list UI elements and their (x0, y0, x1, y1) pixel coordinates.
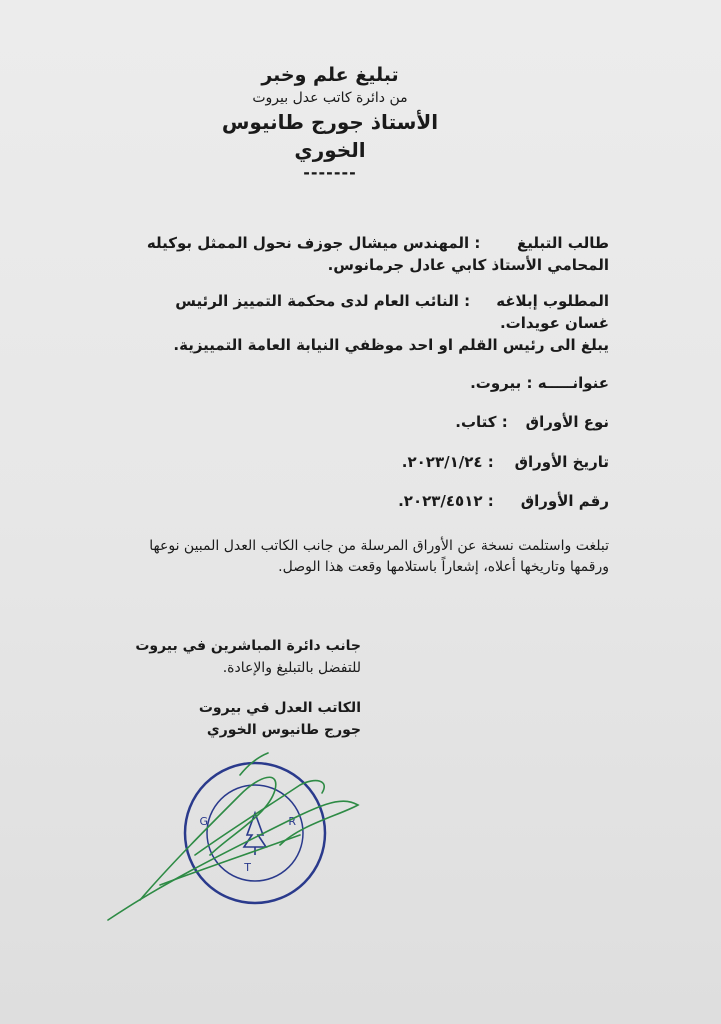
field-value: : ٢٠٢٣/١/٢٤. (401, 453, 494, 471)
footer-request: للتفضل بالتبليغ والإعادة. (222, 660, 361, 676)
recipient-value: : النائب العام لدى محكمة التمييز الرئيس غسان عويدات. (175, 292, 609, 332)
document-header (200, 62, 460, 182)
recipient-label: المطلوب إبلاغه (496, 292, 609, 310)
handwritten-signature (108, 753, 358, 920)
signer-title: الكاتب العدل في بيروت (198, 700, 361, 716)
notary-name-heading: الأستاذ جورج طانيوس الخوري (221, 110, 439, 162)
field-label: نوع الأوراق (525, 413, 609, 431)
field-value: : ٢٠٢٣/٤٥١٢. (398, 492, 494, 510)
field-row-doc-type (455, 411, 609, 433)
stamp-letter-t: T (244, 861, 251, 874)
field-label: تاريخ الأوراق (514, 453, 609, 471)
recipient-note: يبلغ الى رئيس القلم او احد موظفي النيابة العامة التمييزية. (173, 336, 609, 354)
footer-addressee: جانب دائرة المباشرين في بيروت (135, 638, 361, 654)
requester-label: طالب التبليغ (516, 234, 609, 252)
field-label: رقم الأوراق (520, 492, 609, 510)
document-title: تبليغ علم وخبر (261, 64, 399, 86)
signer-name: جورج طانيوس الخوري (206, 722, 361, 738)
field-label: عنوانـــــه (537, 374, 609, 392)
recipient-block (139, 290, 609, 334)
header-divider: ------- (303, 163, 357, 182)
stamp-letter-r: R (288, 815, 296, 828)
requester-value: : المهندس ميشال جوزف نحول الممثل بوكيله المحامي الأستاذ كابي عادل جرمانوس. (146, 234, 609, 274)
acknowledgement-paragraph: تبلغت واستلمت نسخة عن الأوراق المرسلة من جانب الكاتب العدل المبين نوعها ورقمها وتاريخها أعلاه، إشعاراً باستلامها وقعت هذا الوصل. (149, 538, 609, 575)
field-value: : بيروت. (470, 374, 533, 392)
stamp-ring-text (100, 735, 103, 737)
field-row-doc-date (402, 451, 609, 473)
field-row-address (470, 372, 609, 394)
field-value: : كتاب. (455, 413, 508, 431)
stamp-letter-g: G (199, 815, 208, 828)
requester-block (139, 232, 609, 276)
stamp-and-signature (100, 735, 370, 935)
office-subtitle: من دائرة كاتب عدل بيروت (252, 90, 408, 106)
field-row-doc-number (398, 490, 609, 512)
